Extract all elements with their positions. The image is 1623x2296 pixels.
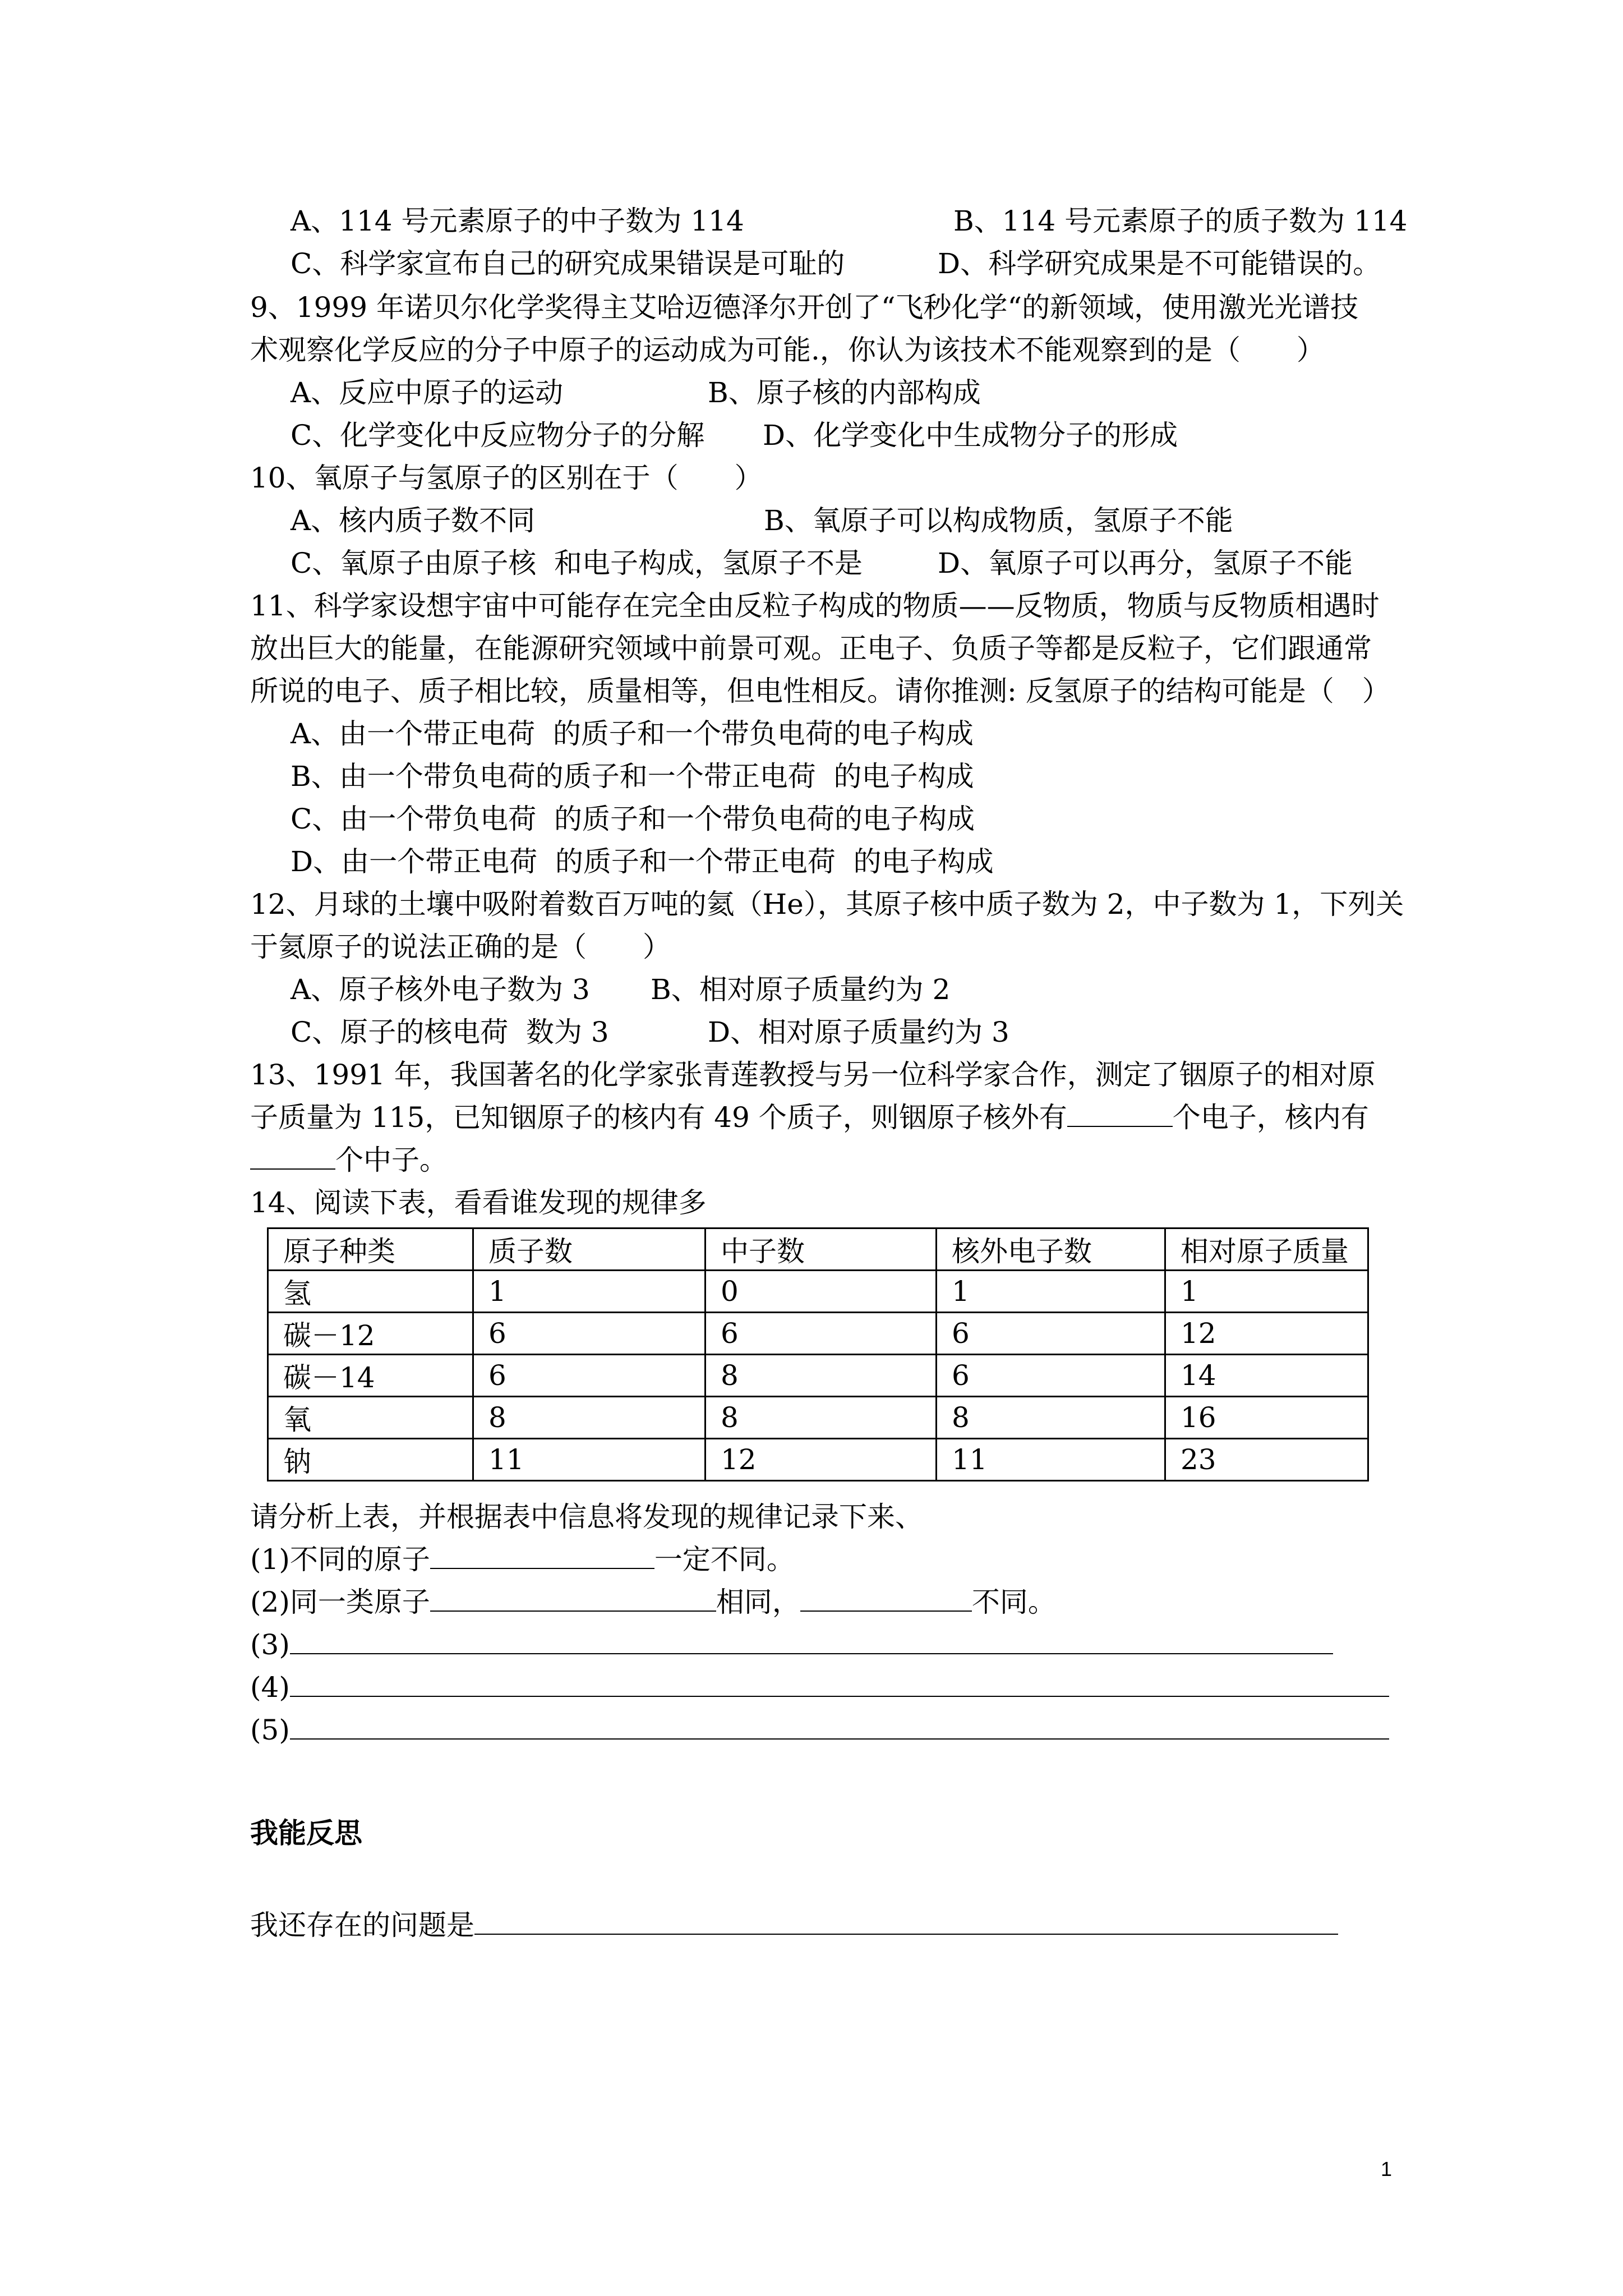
q10-option-a: A、核内质子数不同 bbox=[291, 504, 536, 537]
table-cell: 8 bbox=[937, 1397, 1165, 1439]
q13-electron-blank[interactable] bbox=[1067, 1097, 1173, 1127]
table-cell: 14 bbox=[1165, 1355, 1368, 1397]
rule-5-blank[interactable] bbox=[290, 1709, 1389, 1740]
table-header-cell: 核外电子数 bbox=[937, 1228, 1165, 1271]
q13-stem-line-1: 13、1991 年，我国著名的化学家张青莲教授与另一位科学家合作，测定了铟原子的相对原 bbox=[250, 1059, 1376, 1091]
table-cell: 1 bbox=[937, 1271, 1165, 1313]
q13-stem-line-2 bbox=[250, 1096, 1369, 1139]
table-row bbox=[268, 1313, 1368, 1355]
reflection-blank[interactable] bbox=[474, 1904, 1338, 1935]
rule-2-post: 不同。 bbox=[971, 1586, 1056, 1618]
q13-stem-line-3 bbox=[250, 1139, 448, 1181]
q8-option-a: A、114 号元素原子的中子数为 114 bbox=[291, 205, 744, 237]
table-cell: 6 bbox=[937, 1355, 1165, 1397]
q10-option-c: C、氧原子由原子核 和电子构成，氢原子不是 bbox=[291, 547, 863, 579]
table-cell: 6 bbox=[706, 1313, 937, 1355]
rule-1-post: 一定不同。 bbox=[654, 1543, 795, 1576]
q8-option-b: B、114 号元素原子的质子数为 114 bbox=[953, 205, 1408, 237]
table-cell: 碳－14 bbox=[268, 1355, 473, 1397]
reflection-heading: 我能反思 bbox=[250, 1817, 362, 1849]
table-cell: 钠 bbox=[268, 1439, 473, 1481]
table-cell: 1 bbox=[473, 1271, 706, 1313]
table-cell: 0 bbox=[706, 1271, 937, 1313]
q11-option-b: B、由一个带负电荷的质子和一个带正电荷 的电子构成 bbox=[291, 760, 974, 793]
rule-4-label: (4) bbox=[250, 1671, 290, 1704]
table-cell: 6 bbox=[473, 1313, 706, 1355]
reflection-line bbox=[250, 1904, 1338, 1947]
table-header-row bbox=[268, 1228, 1368, 1271]
q9-option-d: D、化学变化中生成物分子的形成 bbox=[763, 419, 1178, 452]
table-header-cell: 质子数 bbox=[473, 1228, 706, 1271]
q13-text-c: 个中子。 bbox=[335, 1144, 448, 1176]
table-row bbox=[268, 1439, 1368, 1481]
rule-2-pre: (2)同一类原子 bbox=[250, 1586, 430, 1618]
table-cell: 12 bbox=[706, 1439, 937, 1481]
q8-option-c: C、科学家宣布自己的研究成果错误是可耻的 bbox=[291, 247, 845, 280]
rule-4-blank[interactable] bbox=[290, 1667, 1389, 1697]
table-cell: 11 bbox=[473, 1439, 706, 1481]
table-cell: 23 bbox=[1165, 1439, 1368, 1481]
q11-stem-line-2: 放出巨大的能量，在能源研究领域中前景可观。正电子、负质子等都是反粒子，它们跟通常 bbox=[250, 632, 1372, 665]
reflection-prompt: 我还存在的问题是 bbox=[250, 1909, 474, 1941]
rule-1 bbox=[250, 1538, 795, 1581]
q13-neutron-blank[interactable] bbox=[250, 1139, 335, 1170]
q12-option-b: B、相对原子质量约为 2 bbox=[651, 973, 951, 1006]
q13-text-a: 子质量为 115，已知铟原子的核内有 49 个质子，则铟原子核外有 bbox=[250, 1101, 1067, 1134]
table-row bbox=[268, 1271, 1368, 1313]
q13-text-b: 个电子，核内有 bbox=[1172, 1101, 1369, 1134]
table-cell: 氢 bbox=[268, 1271, 473, 1313]
q14-stem: 14、阅读下表，看看谁发现的规律多 bbox=[250, 1186, 707, 1219]
table-header-cell: 原子种类 bbox=[268, 1228, 473, 1271]
table-cell: 8 bbox=[473, 1397, 706, 1439]
rule-4 bbox=[250, 1666, 1389, 1709]
rule-3-blank[interactable] bbox=[290, 1624, 1333, 1654]
q11-stem-line-1: 11、科学家设想宇宙中可能存在完全由反粒子构成的物质——反物质，物质与反物质相遇时 bbox=[250, 590, 1380, 622]
table-cell: 12 bbox=[1165, 1313, 1368, 1355]
q11-option-a: A、由一个带正电荷 的质子和一个带负电荷的电子构成 bbox=[291, 717, 974, 750]
q8-option-d: D、科学研究成果是不可能错误的。 bbox=[938, 247, 1381, 280]
q14-instruction: 请分析上表，并根据表中信息将发现的规律记录下来、 bbox=[250, 1501, 923, 1533]
rule-3 bbox=[250, 1623, 1333, 1666]
q12-option-d: D、相对原子质量约为 3 bbox=[708, 1016, 1009, 1048]
rule-5 bbox=[250, 1709, 1389, 1751]
q11-option-c: C、由一个带负电荷 的质子和一个带负电荷的电子构成 bbox=[291, 803, 975, 835]
q12-stem-line-1: 12、月球的土壤中吸附着数百万吨的氦（He），其原子核中质子数为 2，中子数为 1，下列关 bbox=[250, 888, 1404, 921]
table-cell: 碳－12 bbox=[268, 1313, 473, 1355]
q9-stem-line-2: 术观察化学反应的分子中原子的运动成为可能.，你认为该技术不能观察到的是（ ） bbox=[250, 334, 1325, 366]
q10-option-d: D、氧原子可以再分，氢原子不能 bbox=[938, 547, 1353, 579]
atom-table bbox=[267, 1227, 1369, 1481]
q11-option-d: D、由一个带正电荷 的质子和一个带正电荷 的电子构成 bbox=[291, 845, 994, 878]
table-cell: 8 bbox=[706, 1397, 937, 1439]
table-cell: 氧 bbox=[268, 1397, 473, 1439]
table-row bbox=[268, 1355, 1368, 1397]
q12-stem-line-2: 于氦原子的说法正确的是（ ） bbox=[250, 931, 671, 963]
q11-stem-line-3: 所说的电子、质子相比较，质量相等，但电性相反。请你推测: 反氢原子的结构可能是（ ） bbox=[250, 675, 1390, 707]
table-header-cell: 相对原子质量 bbox=[1165, 1228, 1368, 1271]
table-cell: 16 bbox=[1165, 1397, 1368, 1439]
rule-2-blank-b[interactable] bbox=[800, 1581, 972, 1612]
q10-stem: 10、氧原子与氢原子的区别在于（ ） bbox=[250, 462, 763, 494]
q10-option-b: B、氧原子可以构成物质，氢原子不能 bbox=[764, 504, 1233, 537]
page-number: 1 bbox=[1380, 2157, 1392, 2180]
table-cell: 8 bbox=[706, 1355, 937, 1397]
table-cell: 1 bbox=[1165, 1271, 1368, 1313]
rule-2-mid: 相同， bbox=[716, 1586, 800, 1618]
q9-stem-line-1: 9、1999 年诺贝尔化学奖得主艾哈迈德泽尔开创了“飞秒化学“的新领域，使用激光光谱技 bbox=[250, 291, 1359, 324]
table-header-cell: 中子数 bbox=[706, 1228, 937, 1271]
table-cell: 6 bbox=[937, 1313, 1165, 1355]
rule-1-pre: (1)不同的原子 bbox=[250, 1543, 430, 1576]
q9-option-b: B、原子核的内部构成 bbox=[708, 376, 981, 409]
rule-1-blank[interactable] bbox=[430, 1539, 654, 1569]
q12-option-c: C、原子的核电荷 数为 3 bbox=[291, 1016, 609, 1048]
table-row bbox=[268, 1397, 1368, 1439]
rule-5-label: (5) bbox=[250, 1714, 290, 1746]
q9-option-c: C、化学变化中反应物分子的分解 bbox=[291, 419, 705, 452]
table-cell: 6 bbox=[473, 1355, 706, 1397]
rule-2-blank-a[interactable] bbox=[430, 1581, 716, 1612]
rule-3-label: (3) bbox=[250, 1628, 290, 1661]
table-cell: 11 bbox=[937, 1439, 1165, 1481]
q12-option-a: A、原子核外电子数为 3 bbox=[291, 973, 590, 1006]
rule-2 bbox=[250, 1581, 1056, 1623]
q9-option-a: A、反应中原子的运动 bbox=[291, 376, 564, 409]
